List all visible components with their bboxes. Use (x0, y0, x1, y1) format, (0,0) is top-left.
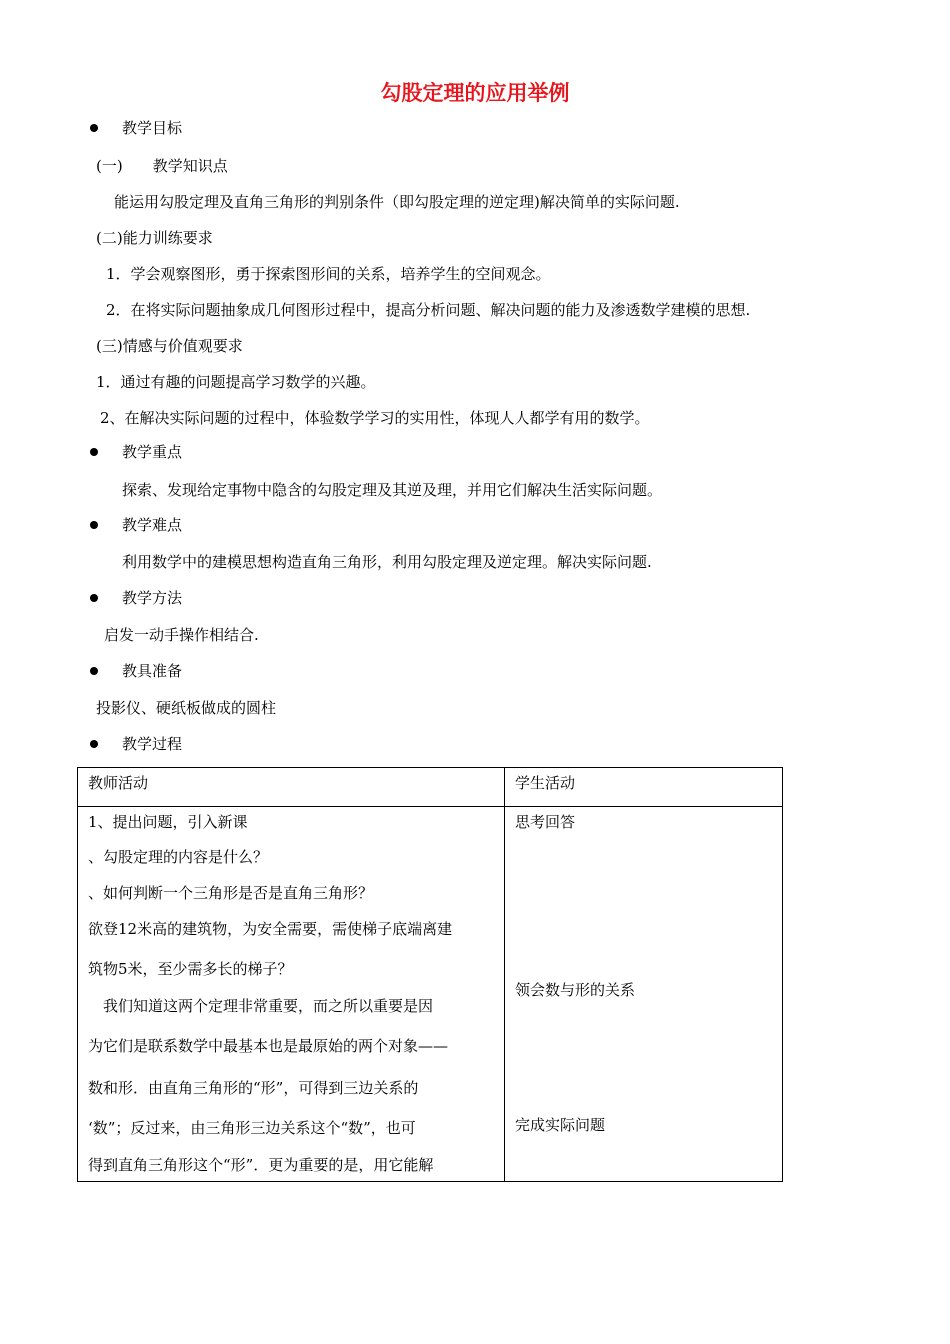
teacher-line: 数和形．由直角三角形的“形”，可得到三边关系的 (88, 1079, 419, 1097)
subheading-emotion: (三)情感与价值观要求 (96, 337, 243, 355)
section-heading-goals: 教学目标 (122, 119, 183, 137)
table-header-teacher: 教师活动 (78, 768, 505, 807)
student-line: 思考回答 (515, 813, 576, 831)
bullet-icon (90, 740, 98, 748)
emotion-item-1: 1．通过有趣的问题提高学习数学的兴趣。 (96, 373, 376, 391)
bullet-icon (90, 521, 98, 529)
student-line: 领会数与形的关系 (515, 981, 636, 999)
teacher-line: 、如何判断一个三角形是否是直角三角形？ (88, 884, 374, 902)
teacher-line: 得到直角三角形这个“形”．更为重要的是，用它能解 (88, 1156, 434, 1174)
bullet-icon (90, 667, 98, 675)
knowledge-text: 能运用勾股定理及直角三角形的判别条件（即勾股定理的逆定理)解决简单的实际问题. (114, 193, 680, 211)
ability-item-2: 2．在将实际问题抽象成几何图形过程中，提高分析问题、解决问题的能力及渗透数学建模的思想. (106, 301, 751, 319)
teacher-line: 为它们是联系数学中最基本也是最原始的两个对象—— (88, 1037, 449, 1055)
section-heading-difficulty: 教学难点 (122, 516, 183, 534)
tools-text: 投影仪、硬纸板做成的圆柱 (96, 699, 277, 717)
bullet-icon (90, 124, 98, 132)
teacher-line: ‘数”；反过来，由三角形三边关系这个“数”，也可 (88, 1119, 416, 1137)
student-activity-cell (505, 807, 783, 1182)
subheading-knowledge: (一) 教学知识点 (96, 157, 228, 175)
method-text: 启发一动手操作相结合. (104, 626, 259, 644)
section-heading-key: 教学重点 (122, 443, 183, 461)
section-heading-method: 教学方法 (122, 589, 183, 607)
difficulty-text: 利用数学中的建模思想构造直角三角形，利用勾股定理及逆定理。解决实际问题. (122, 553, 652, 571)
section-heading-process: 教学过程 (122, 735, 183, 753)
teacher-activity-cell (78, 807, 505, 1182)
bullet-icon (90, 594, 98, 602)
ability-item-1: 1．学会观察图形，勇于探索图形间的关系，培养学生的空间观念。 (106, 265, 551, 283)
student-line: 完成实际问题 (515, 1116, 606, 1134)
section-heading-tools: 教具准备 (122, 662, 183, 680)
bullet-icon (90, 448, 98, 456)
emotion-item-2: 2、在解决实际问题的过程中，体验数学学习的实用性，体现人人都学有用的数学。 (100, 409, 650, 427)
teacher-line: 我们知道这两个定理非常重要，而之所以重要是因 (88, 997, 434, 1015)
teacher-line: 、勾股定理的内容是什么？ (88, 848, 269, 866)
teacher-line: 欲登12米高的建筑物，为安全需要，需使梯子底端离建 (88, 920, 453, 938)
table-header-student: 学生活动 (505, 768, 783, 807)
document-title: 勾股定理的应用举例 (380, 80, 570, 105)
subheading-ability: (二)能力训练要求 (96, 229, 213, 247)
teacher-line: 筑物5米，至少需多长的梯子？ (88, 960, 293, 978)
process-table (77, 767, 783, 1182)
key-text: 探索、发现给定事物中隐含的勾股定理及其逆及理，并用它们解决生活实际问题。 (122, 481, 663, 499)
teacher-line: 1、提出问题，引入新课 (88, 813, 248, 831)
